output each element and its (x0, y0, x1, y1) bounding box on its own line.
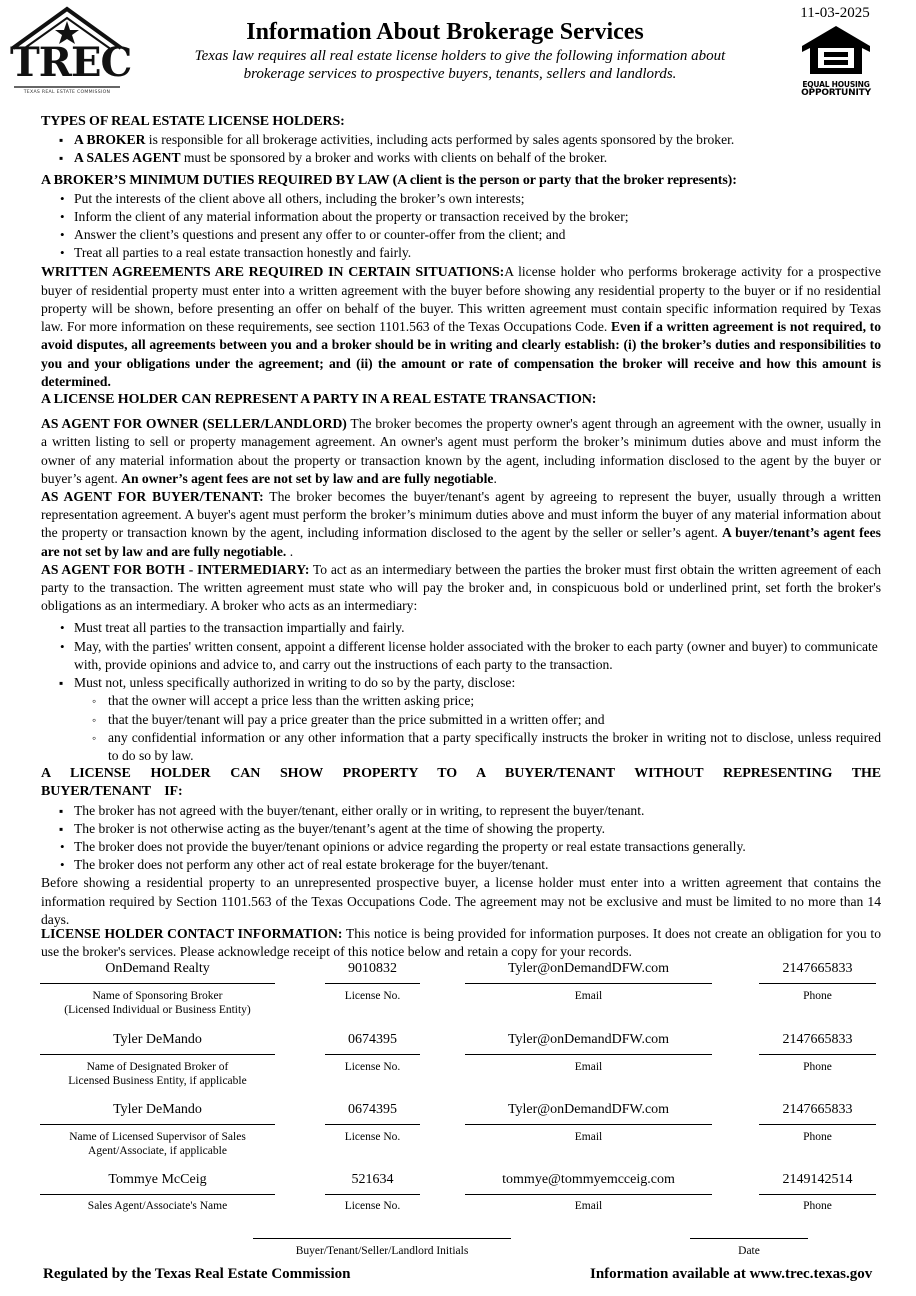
divider (40, 983, 275, 984)
divider (465, 983, 712, 984)
owner-text: The broker becomes the property owner's agent through an agreement with the owner, usually in a written listing to sell or property management agreement. An owner's agent must perform the broker’s minimum duties above and must inform the owner of any material information about the property or transaction known by the agent, including information disclosed to the agent by the buyer or buyer’s agent. (41, 416, 881, 486)
initials-signature-line[interactable] (253, 1238, 511, 1239)
phone-field[interactable]: 2147665833 (782, 1102, 853, 1117)
written-text: A license holder who performs brokerage activity for a prospective buyer of residential property must enter into a written agreement with the buyer before showing any residential property to the buyer or if no residential property will be shown, before presenting an offer on behalf of the buyer. This written agreement must contain specific information required by Texas law. For more information on these requirements, see section 1101.563 of the Texas Occupations Code. (41, 263, 882, 335)
list-item: ▪ The broker is not otherwise acting as the buyer/tenant’s agent at the time of showing the property. (41, 820, 881, 838)
show-property-heading: A LICENSE HOLDER CAN SHOW PROPERTY TO A BUYER/TENANT WITHOUT REPRESENTING THE BUYER/TENANT IF: (41, 766, 881, 800)
owner-heading: AS AGENT FOR OWNER (SELLER/LANDLORD) (41, 416, 347, 432)
subtitle-line-1: Texas law requires all real estate license holders to give the following information about (194, 48, 726, 64)
term: A SALES AGENT (74, 150, 181, 166)
eho-text (800, 81, 872, 98)
list-item: • The broker does not perform any other act of real estate brokerage for the buyer/tenant. (41, 856, 881, 874)
name-label (40, 1060, 275, 1088)
license-label: License No. (344, 1200, 401, 1212)
duties-heading: A BROKER’S MINIMUM DUTIES REQUIRED BY LAW (A client is the person or party that the broker represents): (41, 172, 737, 188)
license-field[interactable]: 521634 (351, 1172, 394, 1187)
owner-end: . (493, 470, 497, 486)
duties-list (41, 190, 881, 263)
phone-label: Phone (803, 990, 832, 1002)
written-agreements-paragraph (41, 263, 881, 391)
name-field[interactable]: Tommye McCeig (108, 1172, 207, 1187)
label-line: Sales Agent/Associate's Name (87, 1200, 228, 1212)
form-date: 11-03-2025 (800, 5, 870, 21)
contact-row-sales-agent (40, 1172, 876, 1232)
list-item: • Answer the client’s questions and present any offer to or counter-offer from the client; and (41, 226, 881, 244)
intermediary-list (41, 619, 881, 765)
sub-list-item: ◦ that the buyer/tenant will pay a price greater than the price submitted in a written offer; and (41, 711, 881, 729)
license-field[interactable]: 0674395 (348, 1102, 397, 1117)
label-line: Agent/Associate, if applicable (88, 1145, 227, 1157)
email-field[interactable]: tommye@tommyemcceig.com (502, 1172, 675, 1187)
definition: is responsible for all brokerage activities, including acts performed by sales agents sponsored by the broker. (145, 132, 735, 148)
divider (325, 1054, 420, 1055)
show-property-list (41, 802, 881, 875)
divider (40, 1124, 275, 1125)
list-item: • Must treat all parties to the transaction impartially and fairly. (41, 619, 881, 637)
email-field[interactable]: Tyler@onDemandDFW.com (507, 1102, 670, 1117)
date-signature-line[interactable] (690, 1238, 808, 1239)
label-line: Name of Sponsoring Broker (92, 990, 223, 1002)
license-label: License No. (344, 1061, 401, 1073)
divider (759, 1054, 876, 1055)
term: A BROKER (74, 132, 146, 148)
divider (759, 1194, 876, 1195)
email-label: Email (574, 1061, 603, 1073)
contact-info-paragraph (41, 925, 881, 961)
equal-housing-house-icon (800, 24, 872, 76)
buyer-text: The broker becomes the buyer/tenant's agent by agreeing to represent the buyer, usually through a written representation agreement. A buyer's agent must perform the broker’s minimum duties above and must inform the buyer of any material information about the property or transaction known by the agent, including information disclosed to the agent by the seller or seller’s agent. (41, 489, 881, 541)
list-item (41, 149, 881, 167)
document-body (41, 113, 881, 961)
phone-field[interactable]: 2147665833 (782, 961, 853, 976)
license-label: License No. (344, 1131, 401, 1143)
email-label: Email (574, 1200, 603, 1212)
buyer-bold-text: A buyer/tenant’s agent fees are not set by law and are fully negotiable. (41, 525, 881, 559)
email-label: Email (574, 1131, 603, 1143)
email-field[interactable]: Tyler@onDemandDFW.com (507, 1032, 670, 1047)
label-line: Licensed Business Entity, if applicable (68, 1075, 247, 1087)
trec-logo-text: TREC (10, 39, 132, 86)
list-item: • The broker does not provide the buyer/tenant opinions or advice regarding the property or real estate transactions generally. (41, 838, 881, 856)
label-line: Name of Designated Broker of (86, 1061, 229, 1073)
list-item: • Inform the client of any material information about the property or transaction received by the broker; (41, 208, 881, 226)
name-label (40, 1199, 275, 1213)
contact-row-licensed-supervisor (40, 1102, 876, 1162)
sub-list-item: ◦ any confidential information or any other information that a party specifically instructs the broker in writing not to disclose, unless required to do so by law. (41, 729, 881, 765)
email-label: Email (574, 990, 603, 1002)
list-item: • May, with the parties' written consent, appoint a different license holder associated with the broker to each party (owner and buyer) to communicate with, provide opinions and advice to, and carry out the instructions of each party to the transaction. (41, 638, 881, 674)
label-line: Name of Licensed Supervisor of Sales (69, 1131, 246, 1143)
eho-line-2: OPPORTUNITY (801, 88, 871, 98)
divider (759, 983, 876, 984)
written-heading: WRITTEN AGREEMENTS ARE REQUIRED IN CERTAIN SITUATIONS: (41, 264, 505, 280)
buyer-end: . (286, 543, 294, 559)
trec-logo-subtext: TEXAS REAL ESTATE COMMISSION (23, 90, 111, 95)
owner-agent-paragraph (41, 415, 881, 488)
license-field[interactable]: 0674395 (348, 1032, 397, 1047)
subtitle-line-2: brokerage services to prospective buyers, tenants, sellers and landlords. (243, 66, 677, 82)
initials-label: Buyer/Tenant/Seller/Landlord Initials (295, 1245, 469, 1257)
list-item: ▪ The broker has not agreed with the buyer/tenant, either orally or in writing, to represent the buyer/tenant. (41, 802, 881, 820)
divider (465, 1054, 712, 1055)
label-line: (Licensed Individual or Business Entity) (64, 1004, 251, 1016)
eho-line-1: EQUAL HOUSING (802, 80, 870, 89)
name-label (40, 989, 275, 1017)
equal-housing-logo (800, 24, 872, 98)
list-item: ▪ Must not, unless specifically authorized in writing to do so by the party, disclose: (41, 674, 881, 692)
name-label (40, 1130, 275, 1158)
unrepresented-buyer-paragraph: Before showing a residential property to an unrepresented prospective buyer, a license holder must enter into a written agreement that contains the information required by Section 1101.563 of the Texas Occupations Code. The agreement may not be exclusive and must be limited to no more than 14 days. (41, 875, 881, 927)
definition: must be sponsored by a broker and works with clients on behalf of the broker. (180, 150, 608, 166)
buyer-agent-paragraph (41, 488, 881, 561)
list-item: • Treat all parties to a real estate transaction honestly and fairly. (41, 244, 881, 262)
phone-label: Phone (803, 1061, 832, 1073)
intermediary-heading: AS AGENT FOR BOTH - INTERMEDIARY: (41, 561, 310, 577)
divider (325, 1194, 420, 1195)
page-subtitle (150, 47, 770, 83)
phone-field[interactable]: 2147665833 (782, 1032, 853, 1047)
list-item: • Put the interests of the client above all others, including the broker’s own interests; (41, 190, 881, 208)
phone-field[interactable]: 2149142514 (782, 1172, 853, 1187)
license-label: License No. (344, 990, 401, 1002)
email-field[interactable]: Tyler@onDemandDFW.com (507, 961, 670, 976)
contact-row-designated-broker (40, 1032, 876, 1092)
trec-logo (10, 4, 132, 100)
name-field[interactable]: Tyler DeMando (113, 1102, 202, 1117)
divider (325, 1124, 420, 1125)
divider (40, 1054, 275, 1055)
contact-row-sponsoring-broker (40, 961, 876, 1021)
name-field[interactable]: OnDemand Realty (105, 961, 210, 976)
contact-info-text: This notice is being provided for information purposes. It does not create an obligation for you to use the broker's services. Please acknowledge receipt of this notice below and retain a copy for your records. (41, 925, 881, 960)
footer-regulated-text: Regulated by the Texas Real Estate Commission (43, 1266, 351, 1282)
date-label: Date (738, 1245, 760, 1257)
sub-list-item: ◦ that the owner will accept a price less than the written asking price; (41, 692, 881, 710)
written-bold-text: Even if a written agreement is not required, to avoid disputes, all agreements between you and a broker should be in writing and clearly establish: (i) the broker’s duties and responsibilities to you and your obligations under the agreement; and (ii) the amount or rate of compensation the broker will receive and how this amount is determined. (41, 319, 881, 389)
divider (465, 1124, 712, 1125)
divider (465, 1194, 712, 1195)
phone-label: Phone (803, 1200, 832, 1212)
intermediary-text: To act as an intermediary between the parties the broker must first obtain the written agreement of each party to the transaction. The written agreement must state who will pay the broker and, in conspicuous bold or underlined print, set forth the broker's obligations as an intermediary. A broker who acts as an intermediary: (41, 561, 881, 614)
contact-info-heading: LICENSE HOLDER CONTACT INFORMATION: (41, 925, 343, 941)
types-heading: TYPES OF REAL ESTATE LICENSE HOLDERS: (41, 114, 345, 129)
name-field[interactable]: Tyler DeMando (113, 1032, 202, 1047)
license-field[interactable]: 9010832 (348, 961, 397, 976)
page-title: Information About Brokerage Services (246, 19, 644, 45)
types-list (41, 131, 881, 167)
list-item (41, 131, 881, 149)
divider (759, 1124, 876, 1125)
phone-label: Phone (803, 1131, 832, 1143)
divider (40, 1194, 275, 1195)
divider (325, 983, 420, 984)
footer-info-link[interactable]: Information available at www.trec.texas.gov (590, 1266, 873, 1282)
intermediary-paragraph (41, 561, 881, 616)
owner-bold-text: An owner’s agent fees are not set by law and are fully negotiable (121, 470, 494, 486)
represent-heading: A LICENSE HOLDER CAN REPRESENT A PARTY IN A REAL ESTATE TRANSACTION: (41, 392, 597, 408)
buyer-heading: AS AGENT FOR BUYER/TENANT: (41, 489, 264, 505)
